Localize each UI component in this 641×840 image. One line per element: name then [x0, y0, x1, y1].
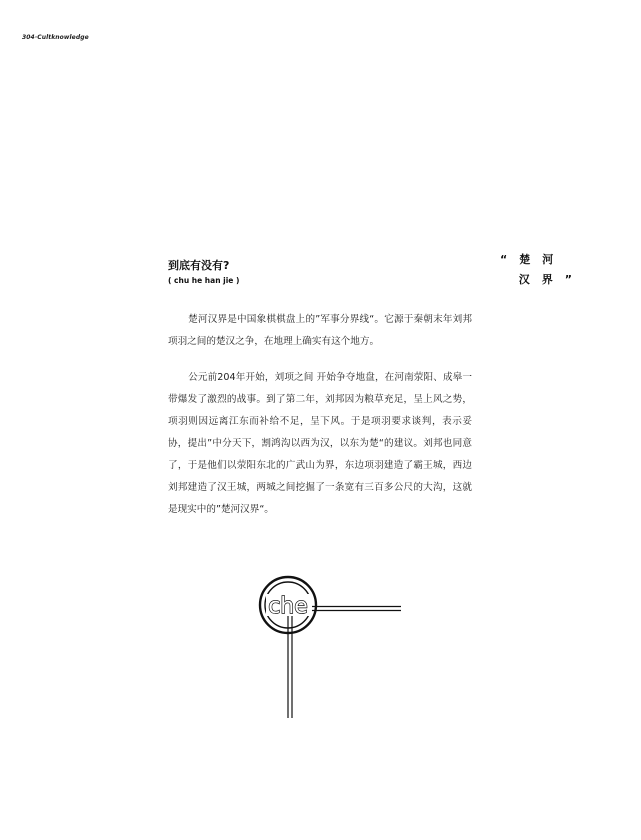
- body-paragraph-1: 楚河汉界是中国象棋棋盘上的”军事分界线“。它源于秦朝末年刘邦项羽之间的楚汉之争，在地理上确实有这个地方。: [168, 314, 472, 347]
- side-title-line-2: 汉界”: [518, 273, 584, 286]
- side-title-line-1: “楚河: [500, 253, 566, 266]
- article-subtitle: ( chu he han jie ): [168, 276, 240, 285]
- article-title: 到底有没有?: [168, 259, 230, 272]
- side-title: [492, 250, 584, 290]
- logo-text: che: [268, 594, 308, 619]
- running-head: 304·Cultknowledge: [22, 34, 89, 41]
- article-body: [168, 309, 472, 521]
- che-logo: [256, 572, 416, 732]
- body-paragraph-2: 公元前204年开始，刘项之间 开始争夺地盘，在河南荥阳、成皋一带爆发了激烈的战事。到了第二年，刘邦因为粮草充足，呈上风之势，项羽则因远离江东而补给不足，呈下风。于是项羽要求谈判，表示妥协，提出”中分天下，割鸿沟以西为汉，以东为楚“的建议。刘邦也同意了，于是他们以荥阳东北的广武山为界，东边项羽建造了霸王城，西边刘邦建造了汉王城，两城之间挖掘了一条宽有三百多公尺的大沟，这就是现实中的”楚河汉界“。: [168, 372, 472, 515]
